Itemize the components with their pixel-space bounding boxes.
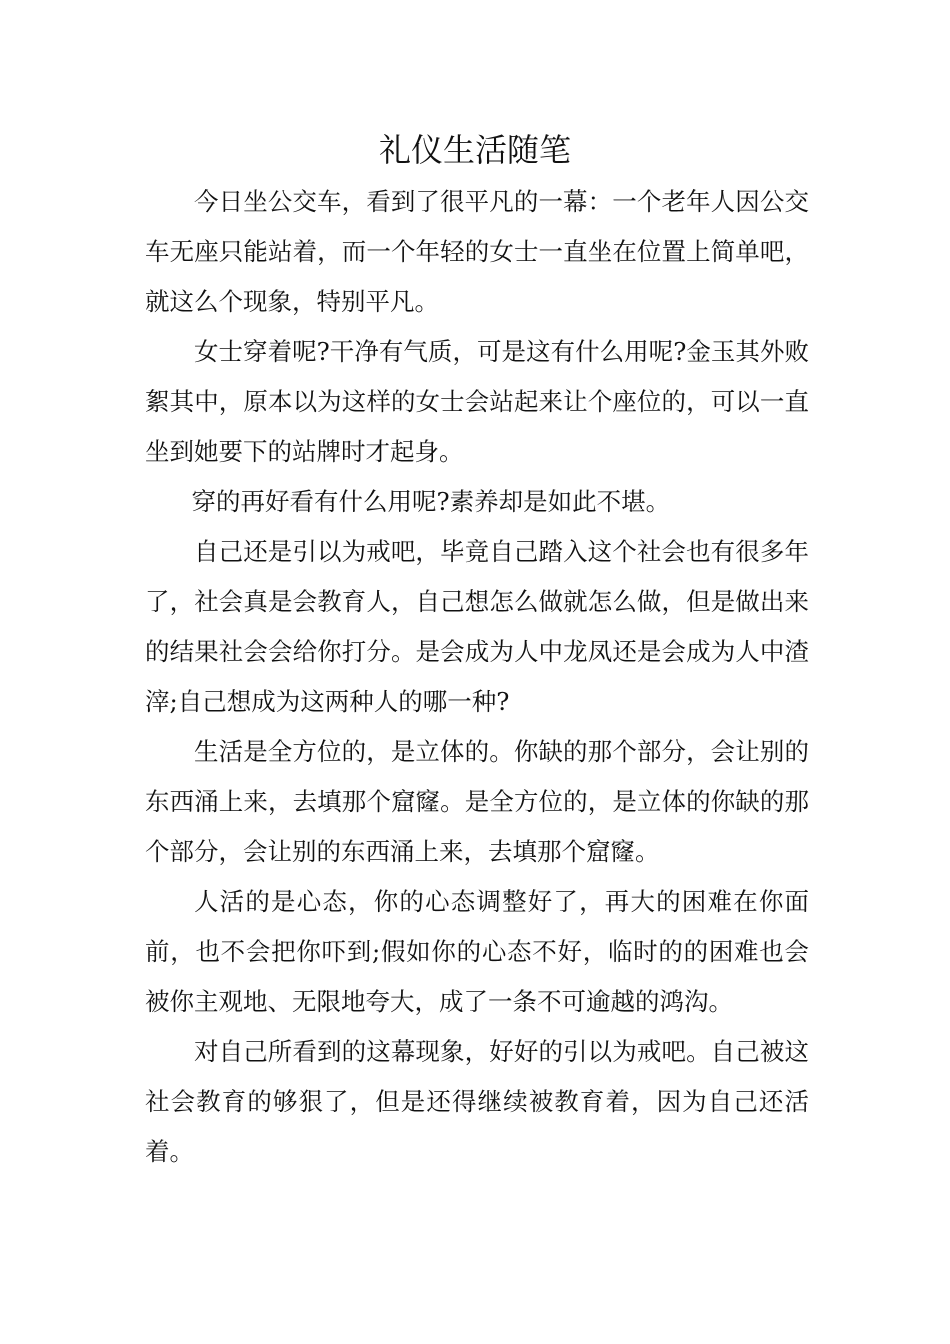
document-body [145,177,809,1177]
paragraph-2: 女士穿着呢?干净有气质，可是这有什么用呢?金玉其外败絮其中，原本以为这样的女士会站起来让个座位的，可以一直坐到她要下的站牌时才起身。 [145,337,809,466]
paragraph-5: 生活是全方位的，是立体的。你缺的那个部分，会让别的东西涌上来，去填那个窟窿。是全方位的，是立体的你缺的那个部分，会让别的东西涌上来，去填那个窟窿。 [145,737,809,866]
paragraph-7: 对自己所看到的这幕现象，好好的引以为戒吧。自己被这社会教育的够狠了，但是还得继续被教育着，因为自己还活着。 [145,1037,809,1166]
paragraph-6: 人活的是心态，你的心态调整好了，再大的困难在你面前，也不会把你吓到;假如你的心态不好，临时的的困难也会被你主观地、无限地夸大，成了一条不可逾越的鸿沟。 [145,887,809,1016]
paragraph-1: 今日坐公交车，看到了很平凡的一幕：一个老年人因公交车无座只能站着，而一个年轻的女士一直坐在位置上简单吧，就这么个现象，特别平凡。 [145,187,809,316]
paragraph-4: 自己还是引以为戒吧，毕竟自己踏入这个社会也有很多年了，社会真是会教育人，自己想怎么做就怎么做，但是做出来的结果社会会给你打分。是会成为人中龙凤还是会成为人中渣滓;自己想成为这两种人的哪一种? [145,537,809,716]
paragraph-3: 穿的再好看有什么用呢?素养却是如此不堪。 [191,487,671,516]
document-title: 礼仪生活随笔 [378,131,571,169]
